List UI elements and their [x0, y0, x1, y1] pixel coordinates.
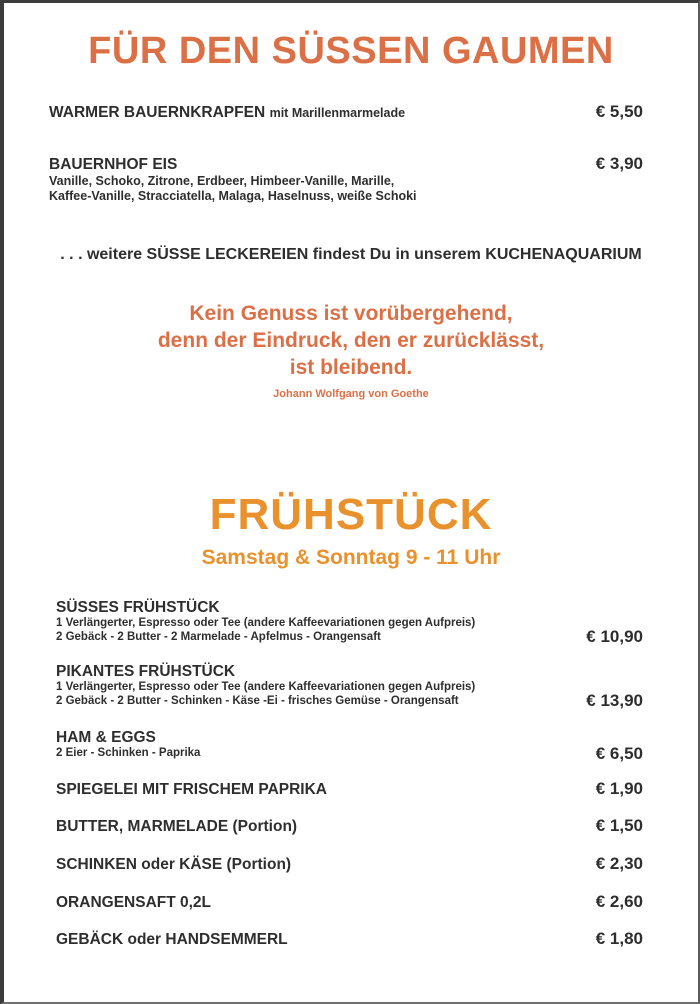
item-desc-line: Vanille, Schoko, Zitrone, Erdbeer, Himbeer-Vanille, Marille, — [49, 174, 395, 188]
sweet-section-title: FÜR DEN SÜSSEN GAUMEN — [88, 30, 614, 72]
item-price: € 5,50 — [595, 102, 643, 121]
item-price: € 1,90 — [595, 779, 643, 798]
menu-item-butter-marmelade — [56, 817, 643, 836]
menu-item-gebaeck — [56, 930, 643, 949]
item-name: WARMER BAUERNKRAPFEN — [49, 104, 266, 121]
item-price: € 2,30 — [595, 854, 643, 873]
breakfast-title: FRÜHSTÜCK — [209, 490, 493, 539]
breakfast-header — [4, 489, 698, 570]
menu-item-suesses-fruehstueck — [56, 598, 643, 644]
breakfast-subtitle: Samstag & Sonntag 9 - 11 Uhr — [201, 546, 501, 569]
sweets-note: . . . weitere SÜSSE LECKEREIEN findest Du in unserem KUCHENAQUARIUM — [60, 246, 642, 263]
quote-line: ist bleibend. — [289, 356, 413, 379]
item-desc-line: 1 Verlängerter, Espresso oder Tee (andere Kaffeevariationen gegen Aufpreis) — [56, 681, 476, 693]
menu-item-orangensaft — [56, 893, 643, 912]
menu-item-spiegelei — [56, 780, 643, 799]
menu-item-pikantes-fruehstueck — [56, 662, 643, 708]
item-price: € 13,90 — [586, 691, 643, 710]
item-price: € 1,50 — [595, 816, 643, 835]
item-desc-line: 1 Verlängerter, Espresso oder Tee (andere Kaffeevariationen gegen Aufpreis) — [56, 617, 476, 629]
item-name: SPIEGELEI MIT FRISCHEM PAPRIKA — [56, 781, 327, 798]
item-name: PIKANTES FRÜHSTÜCK — [56, 663, 236, 680]
item-price: € 6,50 — [595, 743, 643, 763]
item-desc-line: 2 Gebäck - 2 Butter - Schinken - Käse -Ei - frisches Gemüse - Orangensaft — [56, 694, 459, 707]
item-price: € 1,80 — [595, 929, 643, 948]
item-desc-line: 2 Gebäck - 2 Butter - 2 Marmelade - Apfelmus - Orangensaft — [56, 630, 381, 643]
item-name: BAUERNHOF EIS — [49, 156, 178, 173]
item-detail: mit Marillenmarmelade — [269, 106, 406, 120]
item-name: SÜSSES FRÜHSTÜCK — [56, 599, 220, 616]
quote-author: Johann Wolfgang von Goethe — [273, 388, 429, 400]
item-name: ORANGENSAFT 0,2L — [56, 894, 212, 911]
quote-line: Kein Genuss ist vorübergehend, — [189, 302, 513, 325]
item-name: GEBÄCK oder HANDSEMMERL — [56, 931, 288, 948]
item-desc-line: Kaffee-Vanille, Stracciatella, Malaga, Haselnuss, weiße Schoki — [49, 189, 417, 203]
menu-item-bauernhof-eis — [49, 155, 643, 204]
menu-item-schinken-kaese — [56, 855, 643, 874]
item-desc-line: 2 Eier - Schinken - Paprika — [56, 747, 201, 759]
quote-block — [4, 300, 698, 400]
item-price: € 10,90 — [586, 627, 643, 646]
quote-line: denn der Eindruck, den er zurücklässt, — [157, 329, 545, 352]
item-name: HAM & EGGS — [56, 729, 156, 746]
item-price: € 2,60 — [595, 892, 643, 911]
item-price: € 3,90 — [595, 154, 643, 173]
item-name: BUTTER, MARMELADE (Portion) — [56, 818, 298, 835]
menu-item-bauernkrapfen — [49, 103, 643, 122]
menu-item-ham-eggs — [56, 728, 643, 761]
item-name: SCHINKEN oder KÄSE (Portion) — [56, 856, 292, 873]
